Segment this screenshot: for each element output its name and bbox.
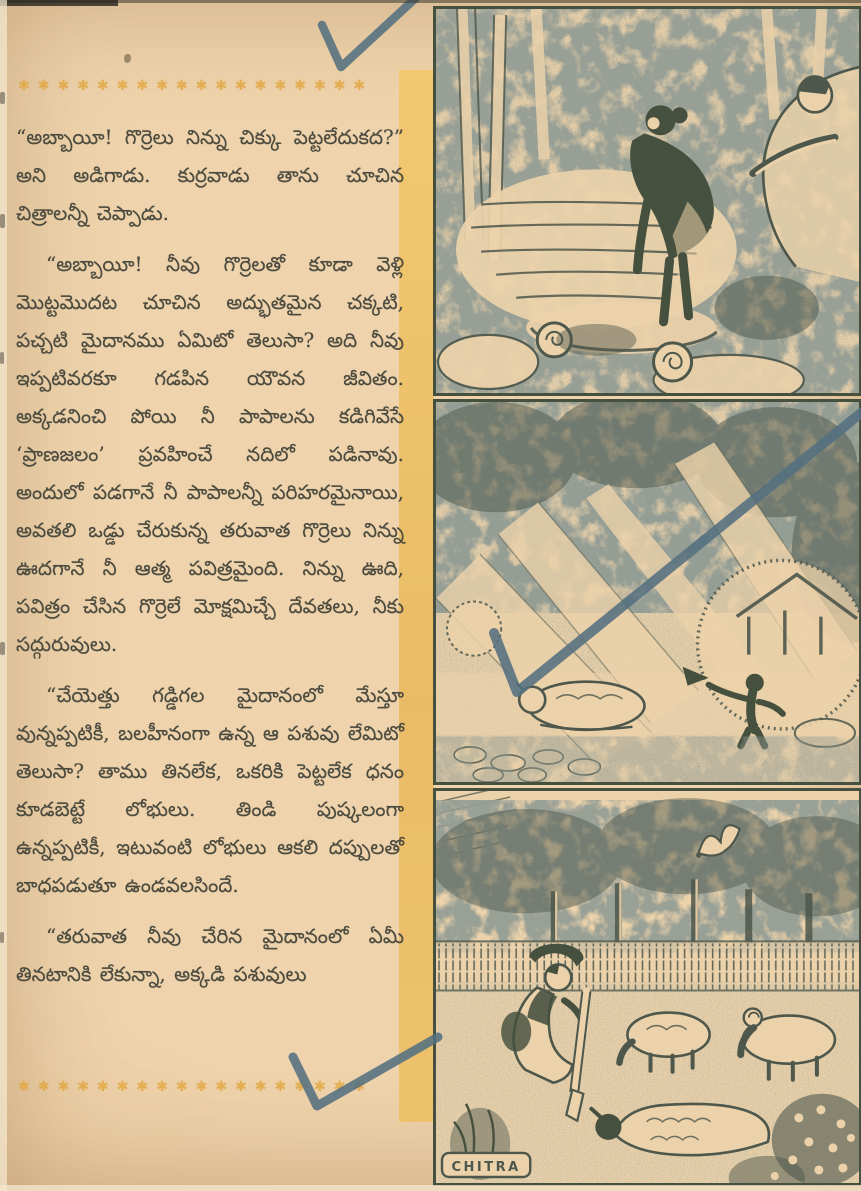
ink-smudge — [124, 54, 131, 63]
sunbeam-scene-image — [436, 402, 859, 782]
illustration-panel-3 — [433, 788, 861, 1186]
paragraph-4: “తరువాత నీవు చేరిన మైదానంలో ఏమీ తినటానికి లేకున్నా, అక్కడి పశువులు — [16, 924, 404, 986]
edge-mark — [0, 214, 5, 228]
artist-signature — [442, 1153, 530, 1177]
story-text-column — [16, 118, 404, 1006]
edge-mark — [0, 932, 4, 943]
decorative-star-border-top: ✱✱✱✱✱✱✱✱✱✱✱✱✱✱✱✱✱✱ — [18, 78, 374, 94]
edge-mark — [0, 92, 5, 104]
checkmark-top-icon — [322, 0, 420, 67]
round-bush — [447, 602, 501, 656]
decorative-star-border-bottom: ✱✱✱✱✱✱✱✱✱✱✱✱✱✱✱✱✱✱ — [18, 1079, 374, 1095]
paragraph-1: “అబ్బాయీ! గొర్రెలు నిన్ను చిక్కు పెట్టలేదుకద?” అని అడిగాడు. కుర్రవాడు తాను చూచిన చిత్రాలన్నీ చెప్పాడు. — [16, 125, 404, 225]
yellow-divider-band — [399, 70, 434, 1122]
edge-mark — [0, 642, 5, 655]
illustration-panel-2 — [433, 399, 861, 785]
scan-edge-top — [0, 0, 861, 3]
illustration-panel-1 — [433, 6, 861, 396]
paragraph-3: “చేయెత్తు గడ్డిగల మైదానంలో మేస్తూ వున్నప్పటికీ, బలహీనంగా ఉన్న ఆ పశువు లేమిటో తెలుసా? తాము తినలేక, ఒకరికి పెట్టలేక ధనం కూడబెట్టే లోభులు. తిండి పుష్కలంగా ఉన్నప్పటికీ, ఇటువంటి లోభులు ఆకలి దప్పులతో బాధపడుతూ ఉండవలసిందే. — [16, 683, 404, 897]
stream-scene-image — [436, 9, 859, 393]
scan-edge-left — [0, 0, 7, 1191]
scan-edge-bottom — [0, 1185, 861, 1191]
edge-mark — [0, 352, 4, 364]
signature-text: CHITRA — [451, 1159, 521, 1175]
illustration-column — [433, 0, 861, 1191]
grazing-scene-image — [436, 791, 859, 1183]
paragraph-2: “అబ్బాయీ! నీవు గొర్రెలతో కూడా వెళ్లి మొట్టమొదట చూచిన అద్భుతమైన చక్కటి, పచ్చటి మైదానము ఏమిటో తెలుసా? అది నీవు ఇప్పటివరకూ గడపిన యౌవన జీవితం. అక్కడనించి పోయి నీ పాపాలను కడిగివేసే ‘ప్రాణజలం’ ప్రవహించే నదిలో పడినావు. అందులో పడగానే నీ పాపాలన్నీ పరిహరమైనాయి, అవతలి ఒడ్డు చేరుకున్న తరువాత గొర్రెలు నిన్ను ఊదగానే నీ ఆత్మ పవిత్రమైంది. నిన్ను ఊది, పవిత్రం చేసిన గొర్రెలే మోక్షమిచ్చే దేవతలు, నీకు సద్గురువులు. — [16, 252, 404, 656]
scan-edge-top-left — [0, 0, 118, 6]
